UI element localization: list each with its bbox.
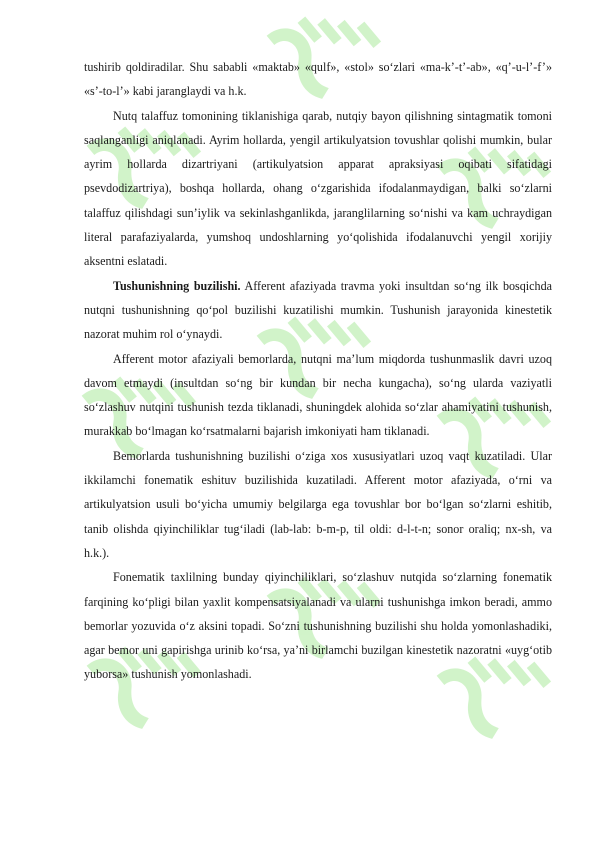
paragraph-3-text: Afferent afaziyada travma yoki insultdan so‘ng ilk bosqichda nutqni tushunishning qo‘pol buzilishi kuzatilishi mumkin. Tushunish jarayonida kinestetik nazorat muhim rol o‘ynaydi.: [84, 278, 552, 342]
paragraph-5-text: Bemorlarda tushunishning buzilishi o‘ziga xos xususiyatlari uzoq vaqt kuzatiladi. Ular ikkilamchi fonematik eshituv buzilishida kuzatiladi. Afferent motor afaziyada, o‘rni va artikulyatsion usuli bo‘yicha umumiy belgilarga ega tovushlar bor bo‘lgan so‘zlarni eshitib, tanib olishda qiyinchiliklar tug‘iladi (lab-lab: b-m-p, til oldi: d-l-t-n; sonor oraliq; nx-sh, va h.k.).: [84, 448, 552, 560]
paragraph-1: [84, 55, 552, 104]
paragraph-3: [84, 274, 552, 347]
paragraph-1-text: tushirib qoldiradilar. Shu sababli «maktab» «qulf», «stol» so‘zlari «ma-k’-t’-ab», «q’-u-l’-f’» «s’-to-l’» kabi jaranglaydi va h.k.: [84, 60, 552, 99]
paragraph-4-text: Afferent motor afaziyali bemorlarda, nutqni ma’lum miqdorda tushunmaslik davri uzoq davom etmaydi (insultdan so‘ng bir kundan bir necha kungacha), so‘ng ularda vaziyatli so‘zlashuv nutqini tushunish tezda tiklanadi, shuningdek alohida so‘zlar ahamiyatini tushunish, murakkab bo‘lmagan ko‘rsatmalarni bajarish imkoniyati ham tiklanadi.: [84, 351, 552, 439]
body-text: [84, 55, 552, 687]
paragraph-2: [84, 104, 552, 274]
paragraph-6: [84, 565, 552, 686]
paragraph-6-text: Fonematik taxlilning bunday qiyinchiliklari, so‘zlashuv nutqida so‘zlarning fonematik farqining ko‘pligi bilan yaxlit kompensatsiyalanadi va ularni tushunishga imkon beradi, ammo bemorlar yozuvida o‘z aksini topadi. So‘zni tushunishning buzilishi shu holda yomonlashadiki, agar bemor uni gapirishga urinib ko‘rsa, ya’ni birlamchi buzilgan kinestetik nazoratni «uyg‘otib yuborsa» tushunish yomonlashadi.: [84, 570, 552, 682]
section-heading: Tushunishning buzilishi.: [113, 278, 241, 293]
paragraph-4: [84, 347, 552, 444]
paragraph-2-text: Nutq talaffuz tomonining tiklanishiga qarab, nutqiy bayon qilishning sintagmatik tomoni saqlanganligi aniqlanadi. Ayrim hollarda, yengil artikulyatsion tovushlar qolishi mumkin, bular ayrim hollarda dizartriyani (artikulyatsion apparat apraksiyasi oqibati sifatidagi psevdodizartriya), boshqa hollarda, ohang o‘zgarishida ifodalanmaydigan, balki so‘zlarni talaffuz qilishdagi sun’iylik va sekinlashganlikda, jaranglilarning so‘nishi va kam uchraydigan literal parafaziyalarda, yumshoq undoshlarning yo‘qolishida ifodalanuvchi yengil xorijiy aksentni eslatadi.: [84, 108, 552, 269]
paragraph-5: [84, 444, 552, 565]
